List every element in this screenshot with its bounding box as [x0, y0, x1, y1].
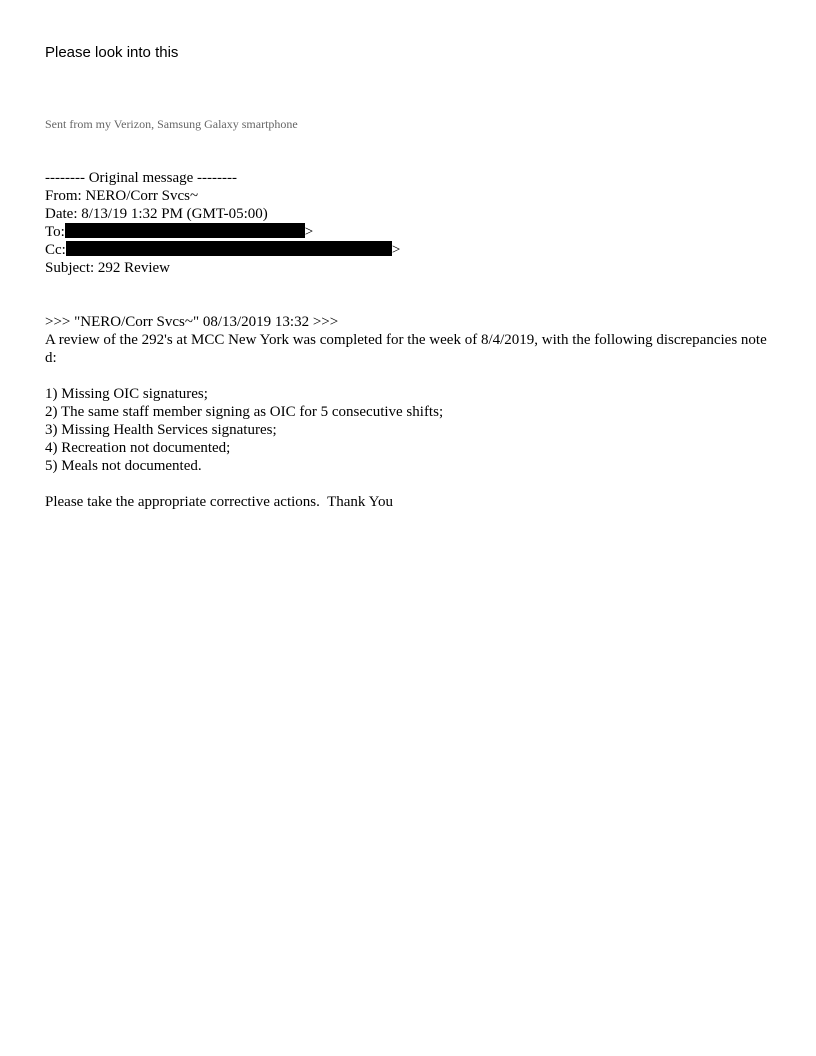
spacer: [45, 277, 775, 313]
spacer: [45, 475, 775, 493]
to-label: To:: [45, 224, 65, 240]
quoted-body: A review of the 292's at MCC New York was completed for the week of 8/4/2019, with the following discrepancies noted:: [45, 332, 767, 366]
date-line: Date: 8/13/19 1:32 PM (GMT-05:00): [45, 206, 268, 222]
cc-label: Cc:: [45, 242, 66, 258]
discrepancy-list: [45, 385, 775, 475]
list-item: 5) Meals not documented.: [45, 458, 202, 474]
closing-line: Please take the appropriate corrective actions. Thank You: [45, 494, 393, 510]
original-message-separator: -------- Original message --------: [45, 170, 237, 186]
to-line: [45, 223, 775, 241]
list-item: 2) The same staff member signing as OIC for 5 consecutive shifts;: [45, 404, 444, 420]
redaction-block: [66, 241, 392, 256]
subject-line: Subject: 292 Review: [45, 260, 170, 276]
quoted-header: >>> "NERO/Corr Svcs~" 08/13/2019 13:32 >>>: [45, 314, 339, 330]
mobile-signature: Sent from my Verizon, Samsung Galaxy smartphone: [45, 117, 298, 131]
redaction-block: [65, 223, 305, 238]
list-item: 1) Missing OIC signatures;: [45, 386, 208, 402]
cc-line: [45, 241, 775, 259]
list-item: 4) Recreation not documented;: [45, 440, 231, 456]
from-line: From: NERO/Corr Svcs~: [45, 188, 199, 204]
spacer: [45, 367, 775, 385]
intro-text: Please look into this: [45, 44, 179, 61]
list-item: 3) Missing Health Services signatures;: [45, 422, 277, 438]
cc-suffix: >: [391, 242, 401, 258]
forwarded-message: [45, 169, 775, 511]
to-suffix: >: [304, 224, 314, 240]
